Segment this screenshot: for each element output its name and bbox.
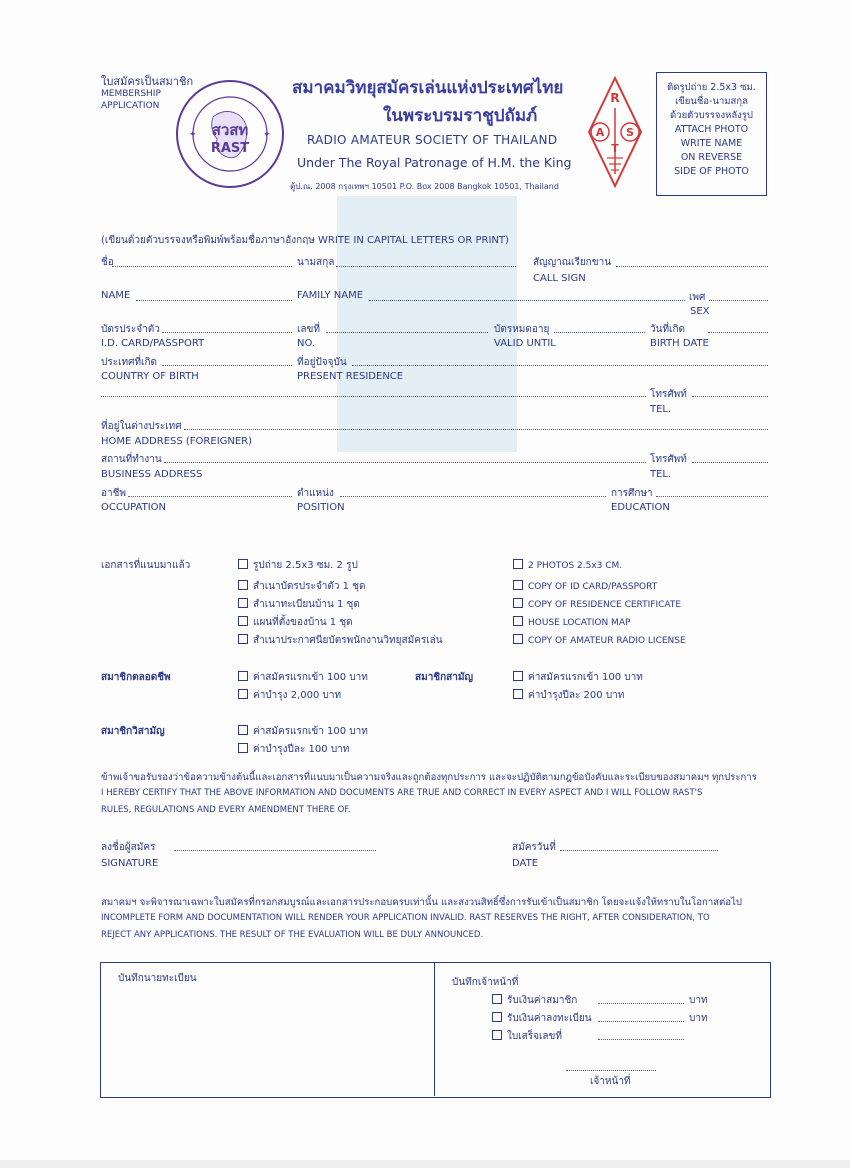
position-field[interactable]: [340, 496, 606, 497]
checkbox-icon[interactable]: [238, 689, 248, 699]
photo-line: ON REVERSE: [680, 152, 743, 163]
no-th-label: เลขที่: [297, 324, 320, 335]
rast-seal-icon: [173, 77, 287, 191]
education-en-label: EDUCATION: [611, 502, 670, 513]
residence-en-label: PRESENT RESIDENCE: [297, 371, 404, 382]
family-name-en-label: FAMILY NAME: [297, 290, 364, 301]
certify-en-1: I HEREBY CERTIFY THAT THE ABOVE INFORMATION AND DOCUMENTS ARE TRUE AND CORRECT IN EVERY ASPECT AND I WILL FOLLOW RAST'S: [101, 788, 703, 798]
doc-en-checkbox[interactable]: COPY OF ID CARD/PASSPORT: [513, 580, 657, 592]
tel-th-label: โทรศัพท์: [650, 389, 687, 400]
doc-th-checkbox[interactable]: สำเนาบัตรประจำตัว 1 ชุด: [238, 579, 365, 594]
checkbox-icon[interactable]: [238, 634, 248, 644]
notice-en-1: INCOMPLETE FORM AND DOCUMENTATION WILL RENDER YOUR APPLICATION INVALID. RAST RESERVES THE RIGHT, AFTER CONSIDERATION, TO: [101, 913, 710, 923]
foreign-en-label: HOME ADDRESS (FOREIGNER): [101, 436, 253, 447]
doc-en-checkbox[interactable]: COPY OF RESIDENCE CERTIFICATE: [513, 598, 681, 610]
seal-abbr-th: สวสท: [211, 121, 249, 139]
education-th-label: การศึกษา: [611, 488, 653, 499]
svg-text:✦: ✦: [263, 130, 271, 140]
logo-letter-s: S: [626, 126, 634, 139]
office-checkbox[interactable]: รับเงินค่าสมาชิก: [492, 993, 577, 1008]
birth-date-field[interactable]: [708, 332, 768, 333]
patronage-th: ในพระบรมราชูปถัมภ์: [383, 106, 538, 126]
id-card-en-label: I.D. CARD/PASSPORT: [101, 338, 205, 349]
name-en-field[interactable]: [136, 300, 292, 301]
postal-address: ตู้ป.ณ. 2008 กรุงเทพฯ 10501 P.O. Box 2008 Bangkok 10501, Thailand: [290, 182, 559, 191]
surname-th-field[interactable]: [336, 266, 516, 267]
residence-field-2[interactable]: [101, 396, 646, 397]
logo-letter-a: A: [595, 126, 605, 139]
sex-th-label: เพศ: [689, 292, 706, 303]
business-tel-en-label: TEL.: [650, 469, 672, 480]
name-th-label: ชื่อ: [101, 257, 114, 268]
education-field[interactable]: [656, 496, 768, 497]
checkbox-icon[interactable]: [238, 671, 248, 681]
fee-checkbox[interactable]: ค่าบำรุง 2,000 บาท: [238, 688, 341, 703]
occupation-field[interactable]: [128, 496, 292, 497]
tel-en-label: TEL.: [650, 404, 672, 415]
checkbox-icon[interactable]: [238, 559, 248, 569]
page-edge: [0, 1160, 850, 1168]
doc-th-checkbox[interactable]: รูปถ่าย 2.5x3 ซม. 2 รูป: [238, 558, 358, 573]
officer-sign-label: เจ้าหน้าที่: [590, 1076, 631, 1087]
signature-th-label: ลงชื่อผู้สมัคร: [101, 842, 156, 853]
ordinary-member-label: สมาชิกสามัญ: [415, 672, 473, 683]
doc-en-checkbox[interactable]: COPY OF AMATEUR RADIO LICENSE: [513, 634, 686, 646]
business-tel-field[interactable]: [692, 462, 768, 463]
id-card-field[interactable]: [162, 332, 292, 333]
position-en-label: POSITION: [297, 502, 345, 513]
id-card-th-label: บัตรประจำตัว: [101, 324, 160, 335]
valid-th-label: บัตรหมดอายุ: [494, 324, 550, 335]
sex-field[interactable]: [709, 300, 768, 301]
fee-checkbox[interactable]: ค่าบำรุงปีละ 200 บาท: [513, 688, 624, 703]
form-label-th: ใบสมัครเป็นสมาชิก: [101, 75, 194, 88]
checkbox-icon[interactable]: [513, 689, 523, 699]
fee-checkbox[interactable]: ค่าสมัครแรกเข้า 100 บาท: [238, 724, 368, 739]
business-en-label: BUSINESS ADDRESS: [101, 469, 203, 480]
doc-th-checkbox[interactable]: สำเนาทะเบียนบ้าน 1 ชุด: [238, 597, 360, 612]
office-checkbox[interactable]: รับเงินค่าลงทะเบียน: [492, 1011, 592, 1026]
valid-until-field[interactable]: [554, 332, 645, 333]
office-use-box: [100, 962, 771, 1098]
birth-th-label: วันที่เกิด: [650, 324, 686, 335]
fee-checkbox[interactable]: ค่าบำรุงปีละ 100 บาท: [238, 742, 349, 757]
residence-field[interactable]: [352, 365, 768, 366]
form-label-en: MEMBERSHIP: [101, 89, 161, 99]
checkbox-icon[interactable]: [513, 634, 523, 644]
checkbox-icon[interactable]: [492, 1030, 502, 1040]
callsign-field[interactable]: [616, 266, 768, 267]
rast-logo-icon: [585, 74, 645, 194]
logo-letter-t: T: [611, 142, 619, 155]
sex-en-label: SEX: [690, 306, 710, 317]
photo-line: ด้วยตัวบรรจงหลังรูป: [670, 110, 753, 121]
office-checkbox[interactable]: ใบเสร็จเลขที่: [492, 1029, 562, 1044]
birth-en-label: BIRTH DATE: [650, 338, 709, 349]
occupation-th-label: อาชีพ: [101, 488, 126, 499]
checkbox-icon[interactable]: [238, 598, 248, 608]
certify-en-2: RULES, REGULATIONS AND EVERY AMENDMENT THERE OF.: [101, 805, 351, 815]
baht-label: บาท: [689, 995, 708, 1006]
officer-signature-field[interactable]: [566, 1070, 656, 1071]
office-box-divider: [434, 962, 435, 1096]
business-address-field[interactable]: [164, 462, 646, 463]
documents-label: เอกสารที่แนบมาแล้ว: [101, 560, 191, 571]
registration-fee-field[interactable]: [598, 1021, 684, 1022]
notice-th: สมาคมฯ จะพิจารณาเฉพาะใบสมัครที่กรอกสมบูรณ์และเอกสารประกอบครบเท่านั้น และสงวนสิทธิ์ซึ่งการรับเข้าเป็นสมาชิก โดยจะแจ้งให้ทราบในโอกาสต่อไป: [101, 897, 742, 908]
date-en-label: DATE: [512, 858, 539, 869]
associate-member-label: สมาชิกวิสามัญ: [101, 726, 165, 737]
officer-label: บันทึกเจ้าหน้าที่: [452, 977, 519, 988]
checkbox-icon[interactable]: [513, 616, 523, 626]
member-fee-field[interactable]: [598, 1003, 684, 1004]
country-en-label: COUNTRY OF BIRTH: [101, 371, 199, 382]
name-en-label: NAME: [101, 290, 131, 301]
valid-en-label: VALID UNTIL: [494, 338, 556, 349]
country-th-label: ประเทศที่เกิด: [101, 357, 158, 368]
signature-en-label: SIGNATURE: [101, 858, 159, 869]
callsign-en-label: CALL SIGN: [533, 273, 586, 284]
photo-line: ATTACH PHOTO: [674, 124, 749, 135]
checkbox-icon[interactable]: [238, 616, 248, 626]
occupation-en-label: OCCUPATION: [101, 502, 167, 513]
signature-field[interactable]: [174, 850, 376, 851]
certify-th: ข้าพเจ้าขอรับรองว่าข้อความข้างต้นนี้และเอกสารที่แนบมาเป็นความจริงและถูกต้องทุกประการ และจะปฏิบัติตามกฎข้อบังคับและระเบียบของสมาคมฯ ทุกประการ: [101, 772, 757, 783]
form-label-en-2: APPLICATION: [101, 101, 160, 111]
doc-en-checkbox[interactable]: HOUSE LOCATION MAP: [513, 616, 630, 628]
photo-box: [656, 72, 767, 196]
foreign-th-label: ที่อยู่ในต่างประเทศ: [101, 421, 182, 432]
seal-abbr-en: RAST: [210, 141, 250, 156]
family-name-en-field[interactable]: [369, 300, 685, 301]
name-th-field[interactable]: [112, 266, 292, 267]
country-field[interactable]: [162, 365, 292, 366]
business-tel-th-label: โทรศัพท์: [650, 454, 687, 465]
checkbox-icon[interactable]: [513, 580, 523, 590]
checkbox-icon[interactable]: [513, 559, 523, 569]
checkbox-icon[interactable]: [492, 1012, 502, 1022]
no-en-label: NO.: [297, 338, 316, 349]
callsign-th-label: สัญญาณเรียกขาน: [533, 257, 612, 268]
photo-line: ติดรูปถ่าย 2.5x3 ซม.: [667, 82, 756, 93]
photo-line: SIDE OF PHOTO: [674, 166, 749, 177]
photo-line: WRITE NAME: [680, 138, 743, 149]
id-number-field[interactable]: [326, 332, 488, 333]
fee-checkbox[interactable]: ค่าสมัครแรกเข้า 100 บาท: [238, 670, 368, 685]
fee-checkbox[interactable]: ค่าสมัครแรกเข้า 100 บาท: [513, 670, 643, 685]
org-name-en: RADIO AMATEUR SOCIETY OF THAILAND: [307, 133, 558, 147]
receipt-number-field[interactable]: [598, 1039, 684, 1040]
doc-th-checkbox[interactable]: สำเนาประกาศนียบัตรพนักงานวิทยุสมัครเล่น: [238, 633, 443, 648]
org-name-th: สมาคมวิทยุสมัครเล่นแห่งประเทศไทย: [292, 78, 564, 98]
doc-th-checkbox[interactable]: แผนที่ตั้งของบ้าน 1 ชุด: [238, 615, 353, 630]
photo-line: เขียนชื่อ-นามสกุล: [675, 96, 748, 107]
registrar-label: บันทึกนายทะเบียน: [118, 973, 197, 984]
baht-label: บาท: [689, 1013, 708, 1024]
lifetime-member-label: สมาชิกตลอดชีพ: [101, 672, 171, 683]
business-th-label: สถานที่ทำงาน: [101, 454, 162, 465]
svg-text:✦: ✦: [189, 130, 197, 140]
checkbox-icon[interactable]: [513, 671, 523, 681]
checkbox-icon[interactable]: [238, 743, 248, 753]
date-field[interactable]: [560, 850, 718, 851]
foreign-address-field[interactable]: [184, 429, 768, 430]
position-th-label: ตำแหน่ง: [297, 488, 334, 499]
instructions: (เขียนด้วยตัวบรรจงหรือพิมพ์พร้อมชื่อภาษาอังกฤษ WRITE IN CAPITAL LETTERS OR PRINT): [101, 235, 509, 246]
checkbox-icon[interactable]: [238, 580, 248, 590]
residence-th-label: ที่อยู่ปัจจุบัน: [297, 357, 347, 368]
patronage-en: Under The Royal Patronage of H.M. the King: [297, 155, 572, 170]
date-th-label: สมัครวันที่: [512, 842, 556, 853]
checkbox-icon[interactable]: [238, 725, 248, 735]
notice-en-2: REJECT ANY APPLICATIONS. THE RESULT OF THE EVALUATION WILL BE DULY ANNOUNCED.: [101, 930, 484, 940]
surname-th-label: นามสกุล: [297, 257, 335, 268]
tel-field[interactable]: [692, 396, 768, 397]
logo-letter-r: R: [610, 91, 620, 105]
checkbox-icon[interactable]: [492, 994, 502, 1004]
doc-en-checkbox[interactable]: 2 PHOTOS 2.5x3 CM.: [513, 559, 622, 571]
checkbox-icon[interactable]: [513, 598, 523, 608]
